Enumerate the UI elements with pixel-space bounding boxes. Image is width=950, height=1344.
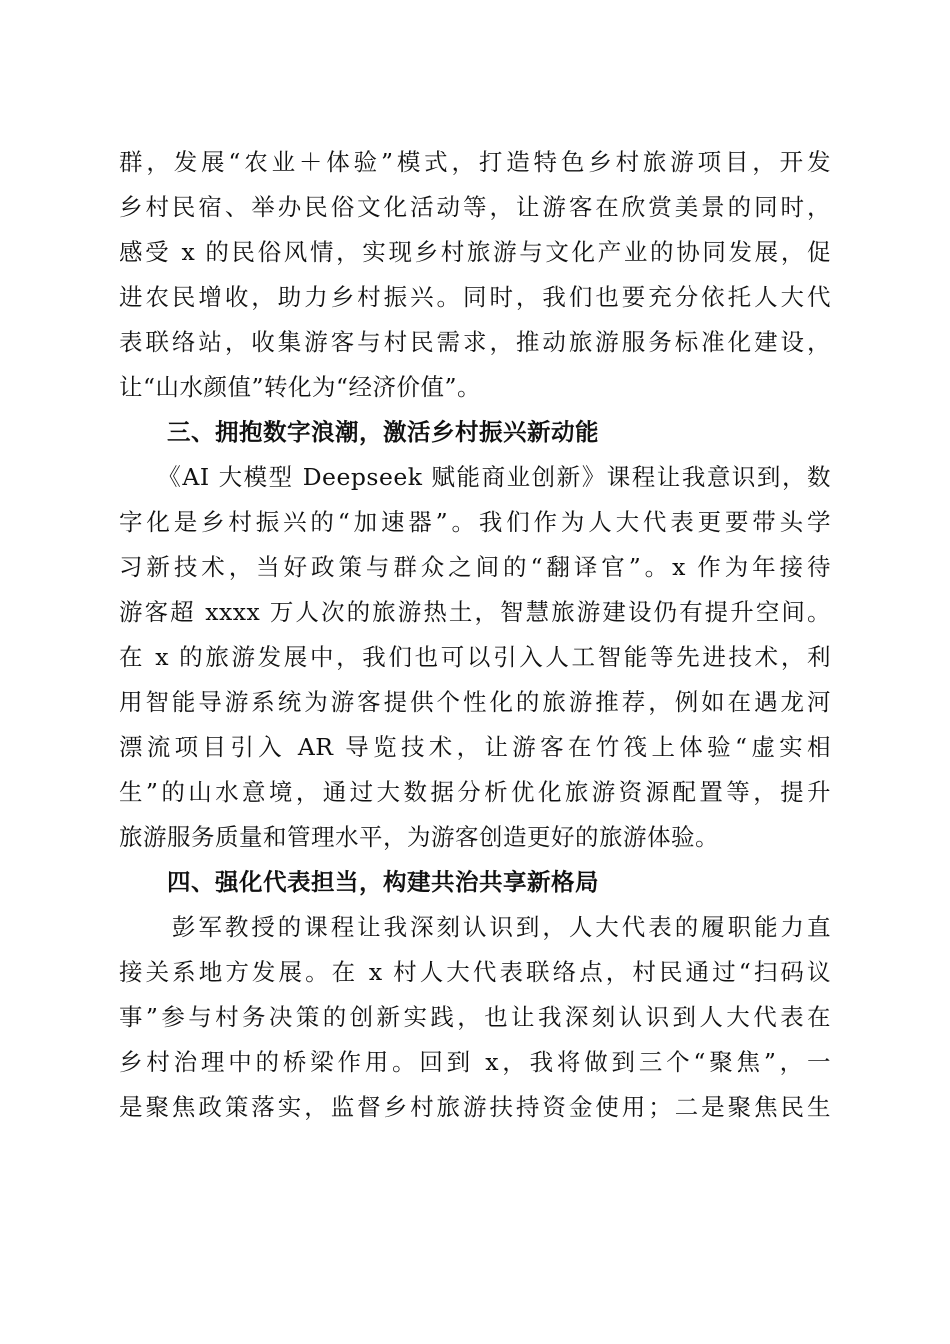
paragraph-line: 漂流项目引入 AR 导览技术，让游客在竹筏上体验“虚实相 (119, 733, 831, 761)
paragraph-line: 字化是乡村振兴的“加速器”。我们作为人大代表更要带头学 (119, 508, 831, 536)
paragraph-line: 接关系地方发展。在 x 村人大代表联络点，村民通过“扫码议 (119, 958, 831, 986)
paragraph-line: 旅游服务质量和管理水平，为游客创造更好的旅游体验。 (119, 823, 719, 851)
paragraph-line: 用智能导游系统为游客提供个性化的旅游推荐，例如在遇龙河 (119, 688, 831, 716)
paragraph-line: 事”参与村务决策的创新实践，也让我深刻认识到人大代表在 (119, 1003, 831, 1031)
paragraph-line: 感受 x 的民俗风情，实现乡村旅游与文化产业的协同发展，促 (119, 238, 831, 266)
paragraph-line: 习新技术，当好政策与群众之间的“翻译官”。x 作为年接待 (119, 553, 831, 581)
paragraph-line: 在 x 的旅游发展中，我们也可以引入人工智能等先进技术，利 (119, 643, 831, 671)
paragraph-line: 表联络站，收集游客与村民需求，推动旅游服务标准化建设， (119, 328, 831, 356)
paragraph-line: 乡村治理中的桥梁作用。回到 x，我将做到三个“聚焦”，一 (119, 1048, 831, 1076)
paragraph-line: 让“山水颜值”转化为“经济价值”。 (119, 373, 482, 401)
paragraph-line: 乡村民宿、举办民俗文化活动等，让游客在欣赏美景的同时， (119, 193, 831, 221)
section-heading-4: 四、强化代表担当，构建共治共享新格局 (167, 868, 599, 896)
paragraph-line: 彭军教授的课程让我深刻认识到，人大代表的履职能力直 (119, 913, 831, 941)
paragraph-line: 生”的山水意境，通过大数据分析优化旅游资源配置等，提升 (119, 778, 831, 806)
section-heading-3: 三、拥抱数字浪潮，激活乡村振兴新动能 (167, 418, 599, 446)
paragraph-line: 游客超 xxxx 万人次的旅游热土，智慧旅游建设仍有提升空间。 (119, 598, 831, 626)
paragraph-line: 进农民增收，助力乡村振兴。同时，我们也要充分依托人大代 (119, 283, 831, 311)
paragraph-line: 是聚焦政策落实，监督乡村旅游扶持资金使用；二是聚焦民生 (119, 1093, 831, 1121)
paragraph-line: 《AI 大模型 Deepseek 赋能商业创新》课程让我意识到，数 (119, 463, 831, 491)
paragraph-line: 群，发展“农业＋体验”模式，打造特色乡村旅游项目，开发 (119, 148, 831, 176)
